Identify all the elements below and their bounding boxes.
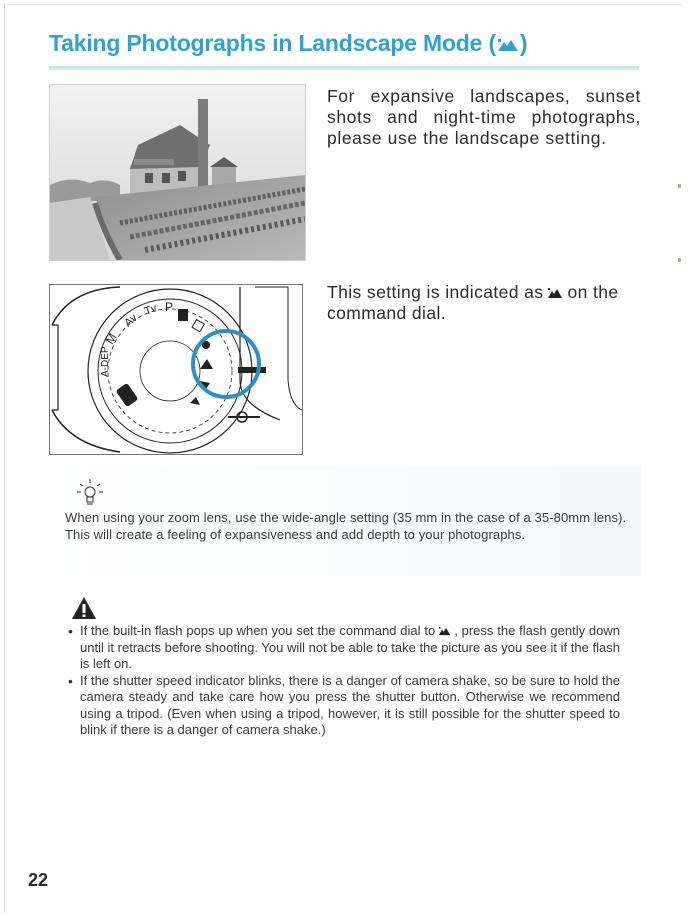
dial-landscape-mode-icon [200, 359, 213, 369]
dial-label-tv: Tv [142, 302, 159, 318]
dial-label-adep: A-DEP [100, 346, 111, 377]
warning-icon [71, 596, 97, 620]
caution-flash-text-before: If the built-in flash pops up when you set the command dial to [80, 623, 436, 638]
indication-text-before: This setting is indicated as [327, 282, 544, 302]
page-title [49, 30, 527, 57]
dial-highlight-ring [193, 331, 259, 397]
hint-text: When using your zoom lens, use the wide-angle setting (35 mm in the case of a 35-80mm lens). This will create a feeling of expansiveness and add depth to your photographs. [65, 510, 627, 542]
lightbulb-icon [76, 477, 104, 507]
dial-label-p: P [165, 300, 174, 314]
dial-label-m: M [102, 330, 120, 347]
title-rule [49, 66, 639, 70]
caution-list [66, 623, 620, 739]
margin-mark [678, 184, 681, 188]
caution-flash-text-after: , press the flash gently down until it retracts before shooting. You will not be able to take the picture as you see it if the flash is left on. [80, 623, 620, 671]
indication-paragraph [327, 282, 639, 324]
page-number: 22 [28, 870, 49, 890]
intro-paragraph: For expansive landscapes, sunset shots and night-time photographs, please use the landscape setting. [327, 86, 641, 148]
dial-label-av: Av [122, 311, 140, 330]
lock-mode-icon [116, 383, 139, 407]
landscape-inline-icon [547, 288, 563, 299]
sports-mode-icon [190, 397, 200, 405]
margin-mark [678, 258, 681, 262]
caution-item-shutter: • If the shutter speed indicator blinks, there is a danger of camera shake, so be sure to hold the camera steady and take care how you press the shutter button. Otherwise we recommend using a tripod. (Even when using a tripod, however, it is still possible for the shutter speed to blink if there is a danger of camera shake.) [66, 673, 620, 739]
command-dial-figure [49, 284, 303, 455]
indication-text-after: on the command dial. [327, 282, 619, 323]
caution-item-flash [66, 623, 620, 673]
landscape-mode-icon [497, 38, 519, 52]
landscape-inline-icon-caution [438, 627, 451, 636]
flash-off-mode-icon [192, 320, 204, 332]
title-close: ) [519, 30, 528, 56]
landscape-photo [49, 84, 306, 261]
title-text: Taking Photographs in Landscape Mode ( [49, 30, 496, 56]
full-auto-mode-icon [178, 309, 188, 321]
